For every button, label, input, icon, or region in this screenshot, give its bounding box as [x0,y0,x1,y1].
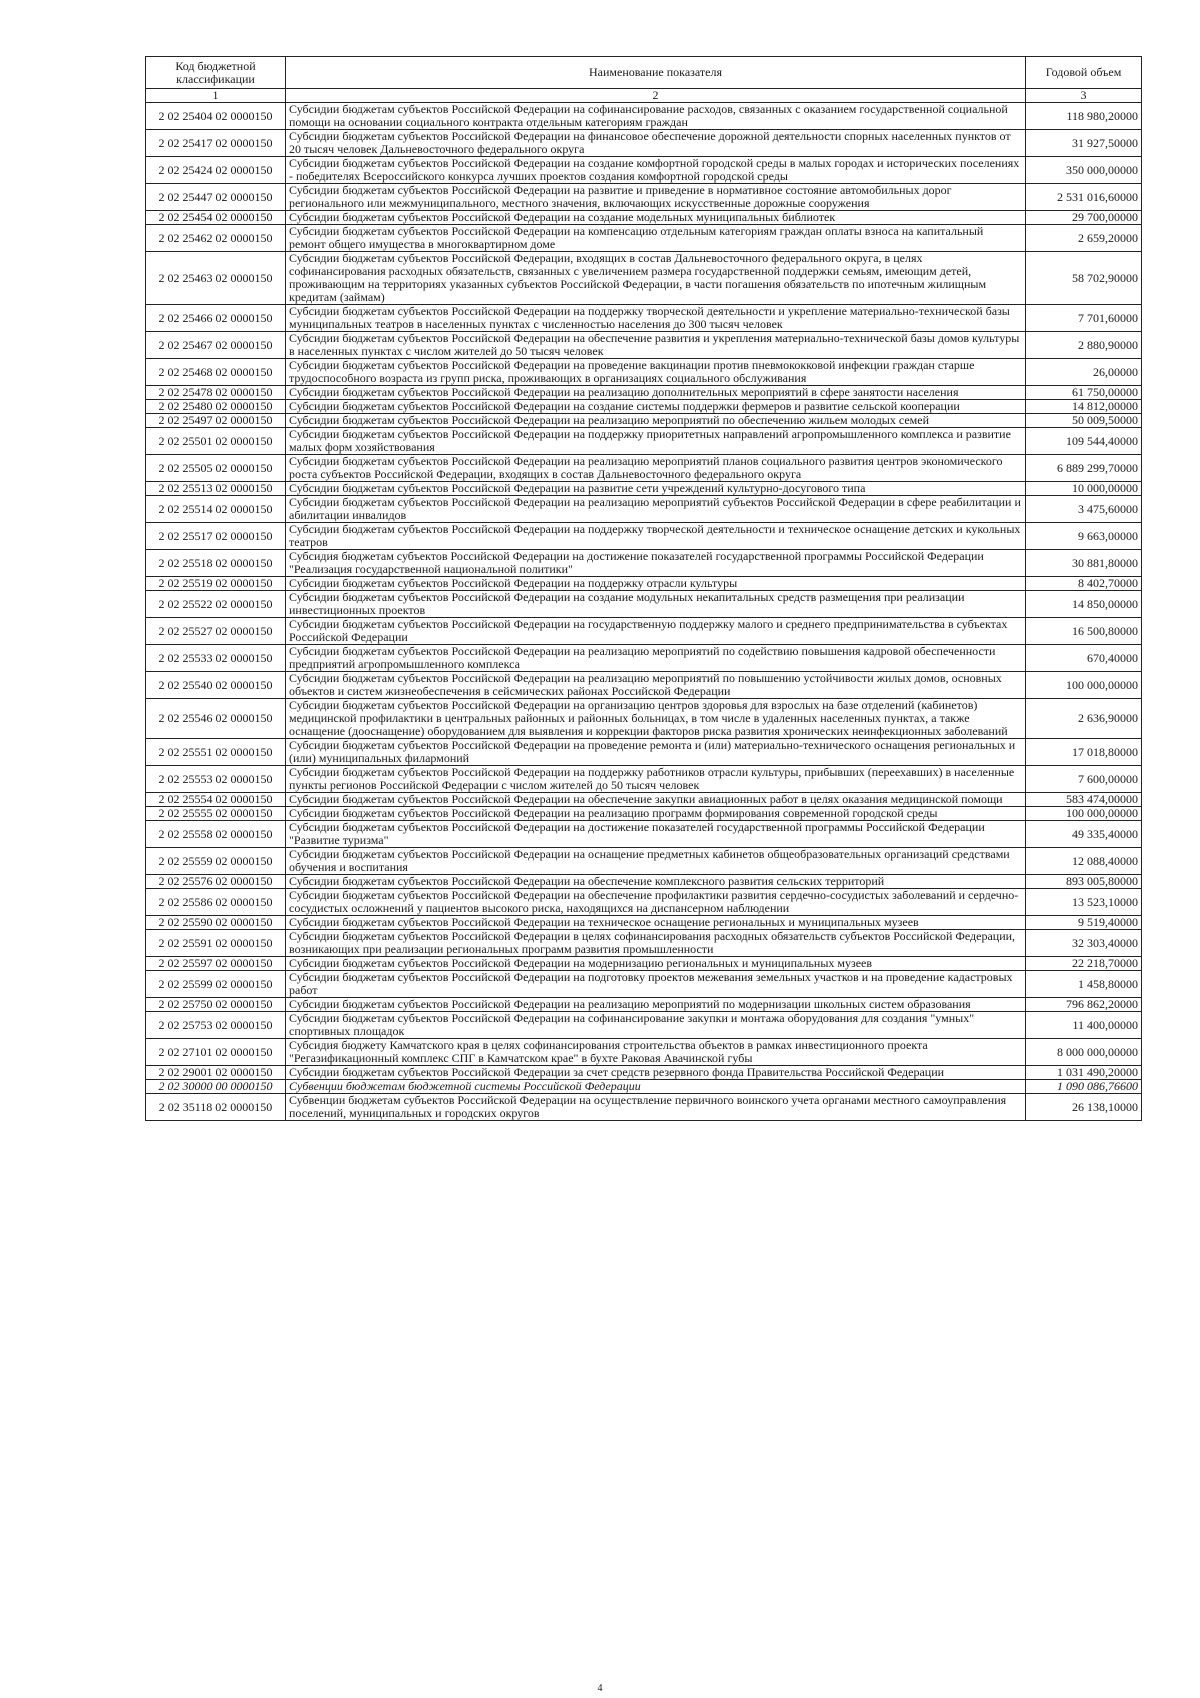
table-row [146,211,1142,225]
indicator-name-cell: Субсидии бюджетам субъектов Российской Федерации на подготовку проектов межевания земельных участков и на проведение кадастровых работ [286,971,1026,998]
kbk-code-cell: 2 02 25404 02 0000150 [146,103,286,130]
indicator-name-cell: Субсидии бюджетам субъектов Российской Федерации на обеспечение профилактики развития сердечно-сосудистых заболеваний и сердечно-сосудистых осложнений у пациентов высокого риска, находящихся на диспансерном наблюдении [286,889,1026,916]
kbk-code-cell: 2 02 25590 02 0000150 [146,916,286,930]
annual-volume-cell: 10 000,00000 [1026,482,1142,496]
annual-volume-cell: 32 303,40000 [1026,930,1142,957]
header-row [146,57,1142,89]
kbk-code-cell: 2 02 25514 02 0000150 [146,496,286,523]
table-row [146,793,1142,807]
column-number: 1 [146,89,286,103]
annual-volume-cell: 22 218,70000 [1026,957,1142,971]
table-row [146,699,1142,739]
kbk-code-cell: 2 02 25424 02 0000150 [146,157,286,184]
annual-volume-cell: 9 519,40000 [1026,916,1142,930]
table-row [146,577,1142,591]
kbk-code-cell: 2 02 25546 02 0000150 [146,699,286,739]
column-number-row [146,89,1142,103]
indicator-name-cell: Субсидии бюджетам субъектов Российской Федерации на создание модельных муниципальных библиотек [286,211,1026,225]
indicator-name-cell: Субсидии бюджетам субъектов Российской Федерации, входящих в состав Дальневосточного федерального округа, в целях софинансирования расходных обязательств, связанных с увеличением размера государственной поддержки семьям, имеющим детей, проживающим на территориях указанных субъектов Российской Федерации, в части погашения обязательств по ипотечным жилищным кредитам (займам) [286,252,1026,305]
table-row [146,1066,1142,1080]
annual-volume-cell: 16 500,80000 [1026,618,1142,645]
indicator-name-cell: Субсидии бюджетам субъектов Российской Федерации на поддержку творческой деятельности и техническое оснащение детских и кукольных театров [286,523,1026,550]
indicator-name-cell: Субсидии бюджетам субъектов Российской Федерации на организацию центров здоровья для взрослых на базе отделений (кабинетов) медицинской профилактики в центральных районных и районных больницах, в том числе в удаленных населенных пунктах, а также оснащение (дооснащение) оборудованием для выявления и коррекции факторов риска развития хронических неинфекционных заболеваний [286,699,1026,739]
table-row [146,184,1142,211]
indicator-name-cell: Субсидии бюджетам субъектов Российской Федерации на достижение показателей государственной программы Российской Федерации "Развитие туризма" [286,821,1026,848]
kbk-code-cell: 2 02 25519 02 0000150 [146,577,286,591]
table-row [146,1039,1142,1066]
indicator-name-cell: Субсидии бюджетам субъектов Российской Федерации на поддержку творческой деятельности и укрепление материально-технической базы муниципальных театров в населенных пунктах с численностью населения до 300 тысяч человек [286,305,1026,332]
kbk-code-cell: 2 02 25597 02 0000150 [146,957,286,971]
indicator-name-cell: Субсидии бюджетам субъектов Российской Федерации на софинансирование закупки и монтажа оборудования для создания "умных" спортивных площадок [286,1012,1026,1039]
kbk-code-cell: 2 02 27101 02 0000150 [146,1039,286,1066]
table-row [146,252,1142,305]
indicator-name-cell: Субсидии бюджетам субъектов Российской Федерации на финансовое обеспечение дорожной деятельности спорных населенных пунктов от 20 тысяч человек Дальневосточного федерального округа [286,130,1026,157]
table-row [146,482,1142,496]
kbk-code-cell: 2 02 25497 02 0000150 [146,414,286,428]
table-row [146,971,1142,998]
annual-volume-cell: 2 531 016,60000 [1026,184,1142,211]
kbk-code-cell: 2 02 25554 02 0000150 [146,793,286,807]
table-row [146,386,1142,400]
kbk-code-cell: 2 02 25586 02 0000150 [146,889,286,916]
table-row [146,848,1142,875]
annual-volume-cell: 8 402,70000 [1026,577,1142,591]
annual-volume-cell: 2 880,90000 [1026,332,1142,359]
kbk-code-cell: 2 02 25454 02 0000150 [146,211,286,225]
annual-volume-cell: 14 812,00000 [1026,400,1142,414]
table-row [146,523,1142,550]
annual-volume-cell: 109 544,40000 [1026,428,1142,455]
indicator-name-cell: Субсидии бюджетам субъектов Российской Федерации на создание комфортной городской среды в малых городах и исторических поселениях - победителях Всероссийского конкурса лучших проектов создания комфортной городской среды [286,157,1026,184]
annual-volume-cell: 670,40000 [1026,645,1142,672]
indicator-name-cell: Субсидии бюджетам субъектов Российской Федерации на реализацию мероприятий по модернизации школьных систем образования [286,998,1026,1012]
indicator-name-cell: Субсидии бюджетам субъектов Российской Федерации на проведение вакцинации против пневмококковой инфекции граждан старше трудоспособного возраста из групп риска, проживающих в организациях социального обслуживания [286,359,1026,386]
indicator-name-cell: Субсидии бюджетам субъектов Российской Федерации на реализацию дополнительных мероприятий в сфере занятости населения [286,386,1026,400]
annual-volume-cell: 26 138,10000 [1026,1094,1142,1121]
table-row [146,225,1142,252]
kbk-code-cell: 2 02 25468 02 0000150 [146,359,286,386]
annual-volume-cell: 12 088,40000 [1026,848,1142,875]
page-number: 4 [597,1683,603,1694]
kbk-code-cell: 2 02 29001 02 0000150 [146,1066,286,1080]
header-name: Наименование показателя [286,57,1026,89]
kbk-code-cell: 2 02 25753 02 0000150 [146,1012,286,1039]
kbk-code-cell: 2 02 25559 02 0000150 [146,848,286,875]
annual-volume-cell: 100 000,00000 [1026,807,1142,821]
indicator-name-cell: Субсидии бюджетам субъектов Российской Федерации на техническое оснащение региональных и муниципальных музеев [286,916,1026,930]
table-row [146,1080,1142,1094]
table-row [146,550,1142,577]
kbk-code-cell: 2 02 25553 02 0000150 [146,766,286,793]
kbk-code-cell: 2 02 25501 02 0000150 [146,428,286,455]
indicator-name-cell: Субсидии бюджетам субъектов Российской Федерации на реализацию программ формирования современной городской среды [286,807,1026,821]
indicator-name-cell: Субсидии бюджетам субъектов Российской Федерации на обеспечение комплексного развития сельских территорий [286,875,1026,889]
table-row [146,400,1142,414]
indicator-name-cell: Субсидии бюджетам субъектов Российской Федерации на софинансирование расходов, связанных с оказанием государственной социальной помощи на основании социального контракта отдельным категориям граждан [286,103,1026,130]
indicator-name-cell: Субсидии бюджетам субъектов Российской Федерации на реализацию мероприятий планов социального развития центров экономического роста субъектов Российской Федерации, входящих в состав Дальневосточного федерального округа [286,455,1026,482]
kbk-code-cell: 2 02 30000 00 0000150 [146,1080,286,1094]
annual-volume-cell: 13 523,10000 [1026,889,1142,916]
kbk-code-cell: 2 02 25513 02 0000150 [146,482,286,496]
indicator-name-cell: Субсидии бюджетам субъектов Российской Федерации на создание системы поддержки фермеров и развитие сельской кооперации [286,400,1026,414]
indicator-name-cell: Субсидии бюджетам субъектов Российской Федерации на развитие и приведение в нормативное состояние автомобильных дорог регионального или межмуниципального, местного значения, включающих искусственные дорожные сооружения [286,184,1026,211]
indicator-name-cell: Субвенции бюджетам субъектов Российской Федерации на осуществление первичного воинского учета органами местного самоуправления поселений, муниципальных и городских округов [286,1094,1026,1121]
table-row [146,455,1142,482]
kbk-code-cell: 2 02 25480 02 0000150 [146,400,286,414]
kbk-code-cell: 2 02 25540 02 0000150 [146,672,286,699]
annual-volume-cell: 583 474,00000 [1026,793,1142,807]
column-number: 3 [1026,89,1142,103]
annual-volume-cell: 1 090 086,76600 [1026,1080,1142,1094]
annual-volume-cell: 61 750,00000 [1026,386,1142,400]
kbk-code-cell: 2 02 25505 02 0000150 [146,455,286,482]
header-code: Код бюджетной классификации [146,57,286,89]
table-row [146,157,1142,184]
annual-volume-cell: 29 700,00000 [1026,211,1142,225]
indicator-name-cell: Субсидии бюджетам субъектов Российской Федерации на модернизацию региональных и муниципальных музеев [286,957,1026,971]
annual-volume-cell: 50 009,50000 [1026,414,1142,428]
kbk-code-cell: 2 02 25518 02 0000150 [146,550,286,577]
table-row [146,130,1142,157]
table-row [146,875,1142,889]
table-row [146,807,1142,821]
kbk-code-cell: 2 02 25533 02 0000150 [146,645,286,672]
indicator-name-cell: Субсидии бюджетам субъектов Российской Федерации на проведение ремонта и (или) материально-технического оснащения региональных и (или) муниципальных филармоний [286,739,1026,766]
kbk-code-cell: 2 02 25462 02 0000150 [146,225,286,252]
kbk-code-cell: 2 02 35118 02 0000150 [146,1094,286,1121]
table-row [146,305,1142,332]
kbk-code-cell: 2 02 25576 02 0000150 [146,875,286,889]
annual-volume-cell: 31 927,50000 [1026,130,1142,157]
kbk-code-cell: 2 02 25466 02 0000150 [146,305,286,332]
indicator-name-cell: Субсидии бюджетам субъектов Российской Федерации на поддержку работников отрасли культуры, прибывших (переехавших) в населенные пункты регионов Российской Федерации с числом жителей до 50 тысяч человек [286,766,1026,793]
annual-volume-cell: 7 701,60000 [1026,305,1142,332]
table-row [146,766,1142,793]
table-row [146,889,1142,916]
annual-volume-cell: 14 850,00000 [1026,591,1142,618]
kbk-code-cell: 2 02 25599 02 0000150 [146,971,286,998]
indicator-name-cell: Субсидии бюджетам субъектов Российской Федерации на реализацию мероприятий по содействию повышения кадровой обеспеченности предприятий агропромышленного комплекса [286,645,1026,672]
indicator-name-cell: Субсидии бюджетам субъектов Российской Федерации на оснащение предметных кабинетов общеобразовательных организаций средствами обучения и воспитания [286,848,1026,875]
kbk-code-cell: 2 02 25447 02 0000150 [146,184,286,211]
kbk-code-cell: 2 02 25750 02 0000150 [146,998,286,1012]
table-row [146,739,1142,766]
annual-volume-cell: 11 400,00000 [1026,1012,1142,1039]
table-row [146,591,1142,618]
budget-table-container [145,56,1141,1121]
annual-volume-cell: 8 000 000,00000 [1026,1039,1142,1066]
indicator-name-cell: Субсидии бюджетам субъектов Российской Федерации на создание модульных некапитальных средств размещения при реализации инвестиционных проектов [286,591,1026,618]
annual-volume-cell: 3 475,60000 [1026,496,1142,523]
indicator-name-cell: Субсидии бюджетам субъектов Российской Федерации на обеспечение закупки авиационных работ в целях оказания медицинской помощи [286,793,1026,807]
annual-volume-cell: 6 889 299,70000 [1026,455,1142,482]
table-row [146,618,1142,645]
kbk-code-cell: 2 02 25467 02 0000150 [146,332,286,359]
indicator-name-cell: Субсидия бюджетам субъектов Российской Федерации на достижение показателей государственной программы Российской Федерации "Реализация государственной национальной политики" [286,550,1026,577]
indicator-name-cell: Субвенции бюджетам бюджетной системы Российской Федерации [286,1080,1026,1094]
annual-volume-cell: 796 862,20000 [1026,998,1142,1012]
table-row [146,496,1142,523]
table-row [146,672,1142,699]
table-row [146,1012,1142,1039]
table-row [146,332,1142,359]
table-row [146,428,1142,455]
indicator-name-cell: Субсидии бюджетам субъектов Российской Федерации за счет средств резервного фонда Правительства Российской Федерации [286,1066,1026,1080]
indicator-name-cell: Субсидии бюджетам субъектов Российской Федерации на реализацию мероприятий по обеспечению жильем молодых семей [286,414,1026,428]
annual-volume-cell: 7 600,00000 [1026,766,1142,793]
indicator-name-cell: Субсидии бюджетам субъектов Российской Федерации на поддержку приоритетных направлений агропромышленного комплекса и развитие малых форм хозяйствования [286,428,1026,455]
indicator-name-cell: Субсидии бюджетам субъектов Российской Федерации в целях софинансирования расходных обязательств субъектов Российской Федерации, возникающих при реализации региональных программ развития промышленности [286,930,1026,957]
kbk-code-cell: 2 02 25478 02 0000150 [146,386,286,400]
annual-volume-cell: 893 005,80000 [1026,875,1142,889]
kbk-code-cell: 2 02 25527 02 0000150 [146,618,286,645]
indicator-name-cell: Субсидии бюджетам субъектов Российской Федерации на реализацию мероприятий субъектов Российской Федерации в сфере реабилитации и абилитации инвалидов [286,496,1026,523]
annual-volume-cell: 2 636,90000 [1026,699,1142,739]
budget-table-body [146,57,1142,1121]
annual-volume-cell: 350 000,00000 [1026,157,1142,184]
header-volume: Годовой объем [1026,57,1142,89]
indicator-name-cell: Субсидии бюджетам субъектов Российской Федерации на компенсацию отдельным категориям граждан оплаты взноса на капитальный ремонт общего имущества в многоквартирном доме [286,225,1026,252]
annual-volume-cell: 100 000,00000 [1026,672,1142,699]
annual-volume-cell: 49 335,40000 [1026,821,1142,848]
table-row [146,930,1142,957]
kbk-code-cell: 2 02 25551 02 0000150 [146,739,286,766]
table-row [146,1094,1142,1121]
table-row [146,359,1142,386]
kbk-code-cell: 2 02 25591 02 0000150 [146,930,286,957]
table-row [146,916,1142,930]
budget-table [145,56,1142,1121]
indicator-name-cell: Субсидии бюджетам субъектов Российской Федерации на государственную поддержку малого и среднего предпринимательства в субъектах Российской Федерации [286,618,1026,645]
kbk-code-cell: 2 02 25517 02 0000150 [146,523,286,550]
kbk-code-cell: 2 02 25522 02 0000150 [146,591,286,618]
annual-volume-cell: 17 018,80000 [1026,739,1142,766]
indicator-name-cell: Субсидии бюджетам субъектов Российской Федерации на поддержку отрасли культуры [286,577,1026,591]
table-row [146,103,1142,130]
annual-volume-cell: 118 980,20000 [1026,103,1142,130]
table-row [146,957,1142,971]
indicator-name-cell: Субсидии бюджетам субъектов Российской Федерации на обеспечение развития и укрепления материально-технической базы домов культуры в населенных пунктах с числом жителей до 50 тысяч человек [286,332,1026,359]
annual-volume-cell: 2 659,20000 [1026,225,1142,252]
table-row [146,414,1142,428]
annual-volume-cell: 26,00000 [1026,359,1142,386]
annual-volume-cell: 58 702,90000 [1026,252,1142,305]
kbk-code-cell: 2 02 25558 02 0000150 [146,821,286,848]
table-row [146,645,1142,672]
indicator-name-cell: Субсидии бюджетам субъектов Российской Федерации на реализацию мероприятий по повышению устойчивости жилых домов, основных объектов и систем жизнеобеспечения в сейсмических районах Российской Федерации [286,672,1026,699]
kbk-code-cell: 2 02 25555 02 0000150 [146,807,286,821]
kbk-code-cell: 2 02 25463 02 0000150 [146,252,286,305]
table-row [146,821,1142,848]
indicator-name-cell: Субсидии бюджетам субъектов Российской Федерации на развитие сети учреждений культурно-досугового типа [286,482,1026,496]
column-number: 2 [286,89,1026,103]
annual-volume-cell: 1 031 490,20000 [1026,1066,1142,1080]
annual-volume-cell: 1 458,80000 [1026,971,1142,998]
indicator-name-cell: Субсидия бюджету Камчатского края в целях софинансирования строительства объектов в рамках инвестиционного проекта "Регазификационный комплекс СПГ в Камчатском крае" в бухте Раковая Авачинской губы [286,1039,1026,1066]
kbk-code-cell: 2 02 25417 02 0000150 [146,130,286,157]
table-row [146,998,1142,1012]
annual-volume-cell: 9 663,00000 [1026,523,1142,550]
annual-volume-cell: 30 881,80000 [1026,550,1142,577]
